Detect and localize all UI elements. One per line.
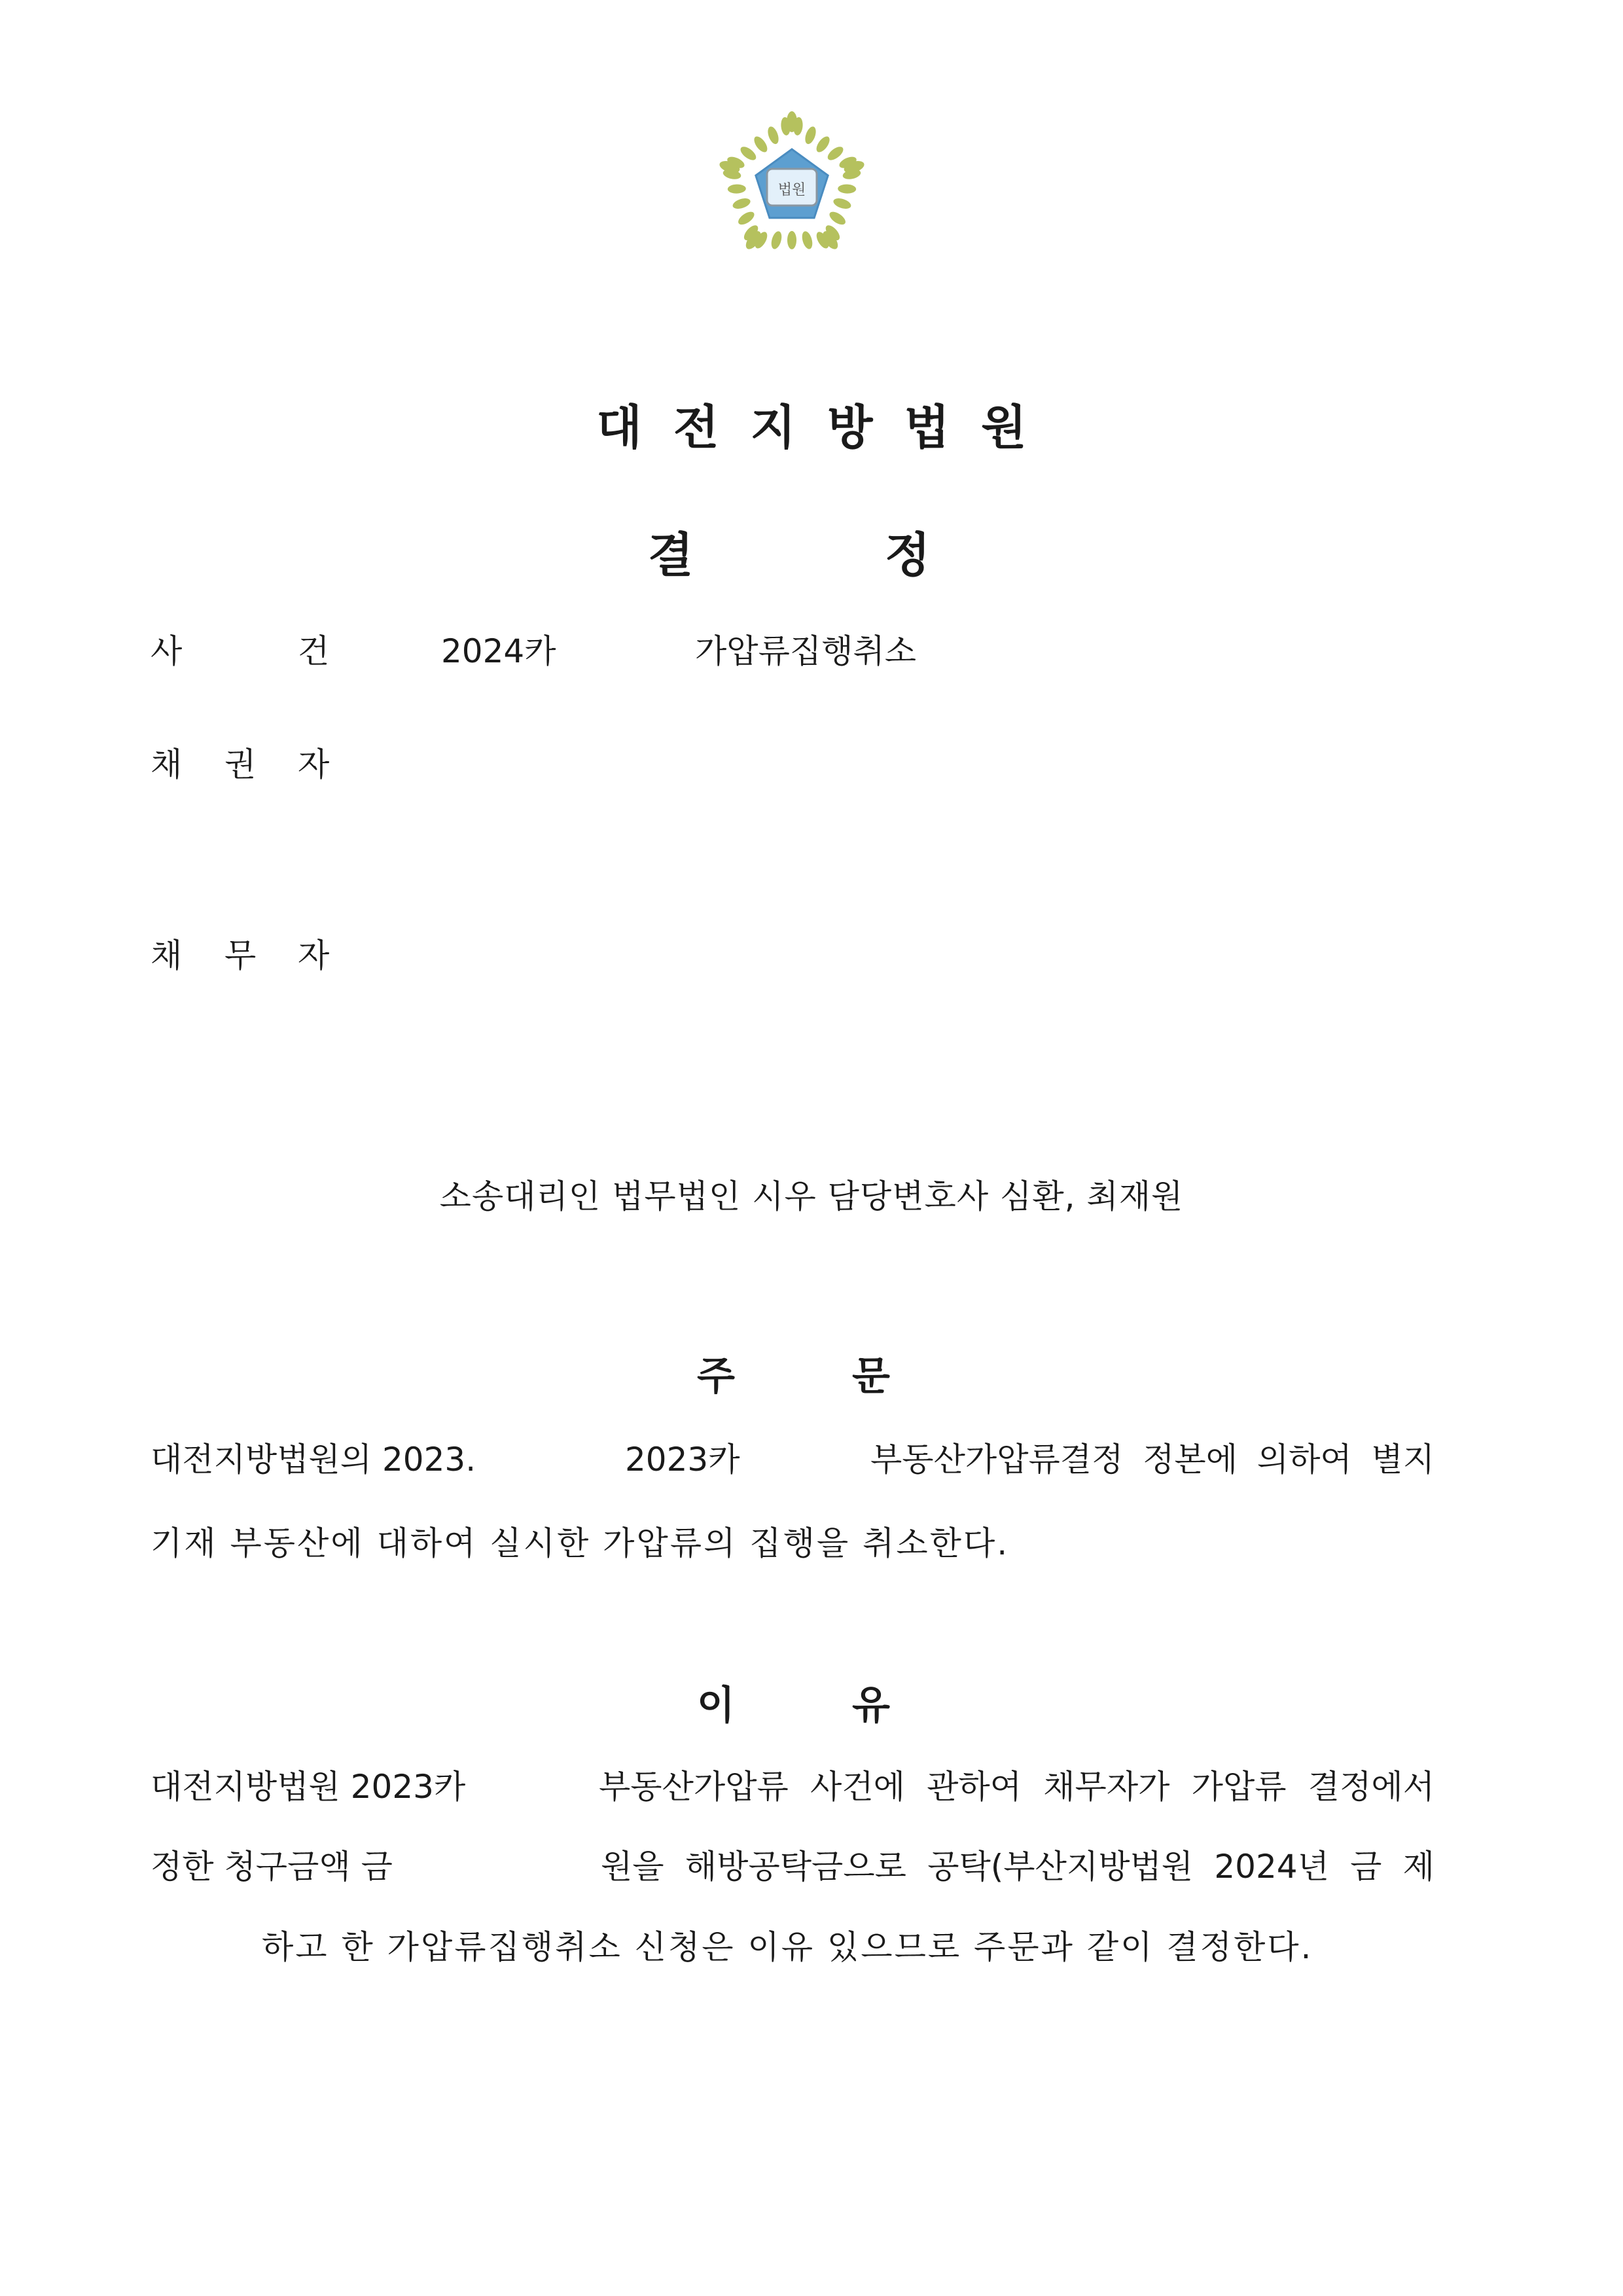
emblem-petal — [736, 209, 757, 227]
emblem-petal — [732, 196, 752, 211]
reason-heading-right: 유 — [852, 1683, 890, 1729]
reason-line2-part1: 정한 청구금액 금 — [151, 1848, 393, 1886]
reason-line1-part1: 대전지방법원 2023카 — [151, 1768, 466, 1806]
court-name: 대전지방법원 — [596, 400, 1058, 455]
debtor-label-3: 자 — [298, 937, 330, 975]
emblem-petal — [825, 144, 846, 162]
emblem-petal — [770, 230, 783, 251]
emblem-petal — [766, 125, 781, 145]
order-line1-part1: 대전지방법원의 2023. — [151, 1441, 476, 1479]
reason-heading-left: 이 — [697, 1683, 735, 1729]
emblem-petal — [827, 209, 847, 227]
emblem-petal — [800, 230, 814, 251]
court-emblem-icon — [708, 105, 876, 259]
case-number: 2024카 — [441, 632, 556, 670]
emblem-petal — [752, 134, 770, 154]
creditor-label-1: 채 — [151, 745, 183, 783]
case-label-2: 건 — [298, 632, 330, 670]
reason-line3: 하고 한 가압류집행취소 신청은 이유 있으므로 주문과 같이 결정한다. — [262, 1928, 1313, 1966]
reason-line1-text: 부동산가압류 사건에 관하여 채무자가 가압류 결정에서 — [599, 1768, 1435, 1806]
attorney-line: 소송대리인 법무법인 시우 담당변호사 심환, 최재원 — [439, 1177, 1184, 1215]
creditor-label-3: 자 — [298, 745, 330, 783]
emblem-petal — [832, 196, 852, 211]
reason-line2-text: 원을 해방공탁금으로 공탁(부산지방법원 2024년 금 제 — [601, 1848, 1435, 1886]
order-line1-part2: 2023카 — [625, 1441, 740, 1479]
debtor-label-2: 무 — [224, 937, 257, 975]
emblem-petal — [838, 184, 856, 194]
order-heading-left: 주 — [697, 1354, 735, 1399]
emblem-petal — [814, 134, 832, 154]
doc-title-right: 정 — [885, 528, 931, 583]
emblem-petal — [787, 231, 796, 249]
emblem-text: 법원 — [777, 182, 806, 198]
emblem-petal — [803, 125, 818, 145]
case-label-1: 사 — [151, 632, 183, 670]
creditor-label-2: 권 — [224, 745, 257, 783]
emblem-petal — [738, 144, 758, 162]
reason-line2-part2 — [601, 1840, 1435, 1888]
emblem-petal — [728, 184, 746, 194]
order-line2: 기재 부동산에 대하여 실시한 가압류의 집행을 취소한다. — [151, 1524, 1010, 1562]
order-line1-part3 — [870, 1433, 1435, 1480]
doc-title-left: 결 — [648, 528, 694, 583]
reason-line1-part2 — [599, 1761, 1435, 1808]
order-line1-text: 부동산가압류결정 정본에 의하여 별지 — [870, 1441, 1435, 1479]
case-name: 가압류집행취소 — [695, 632, 917, 670]
debtor-label-1: 채 — [151, 937, 183, 975]
order-heading-right: 문 — [852, 1354, 890, 1399]
